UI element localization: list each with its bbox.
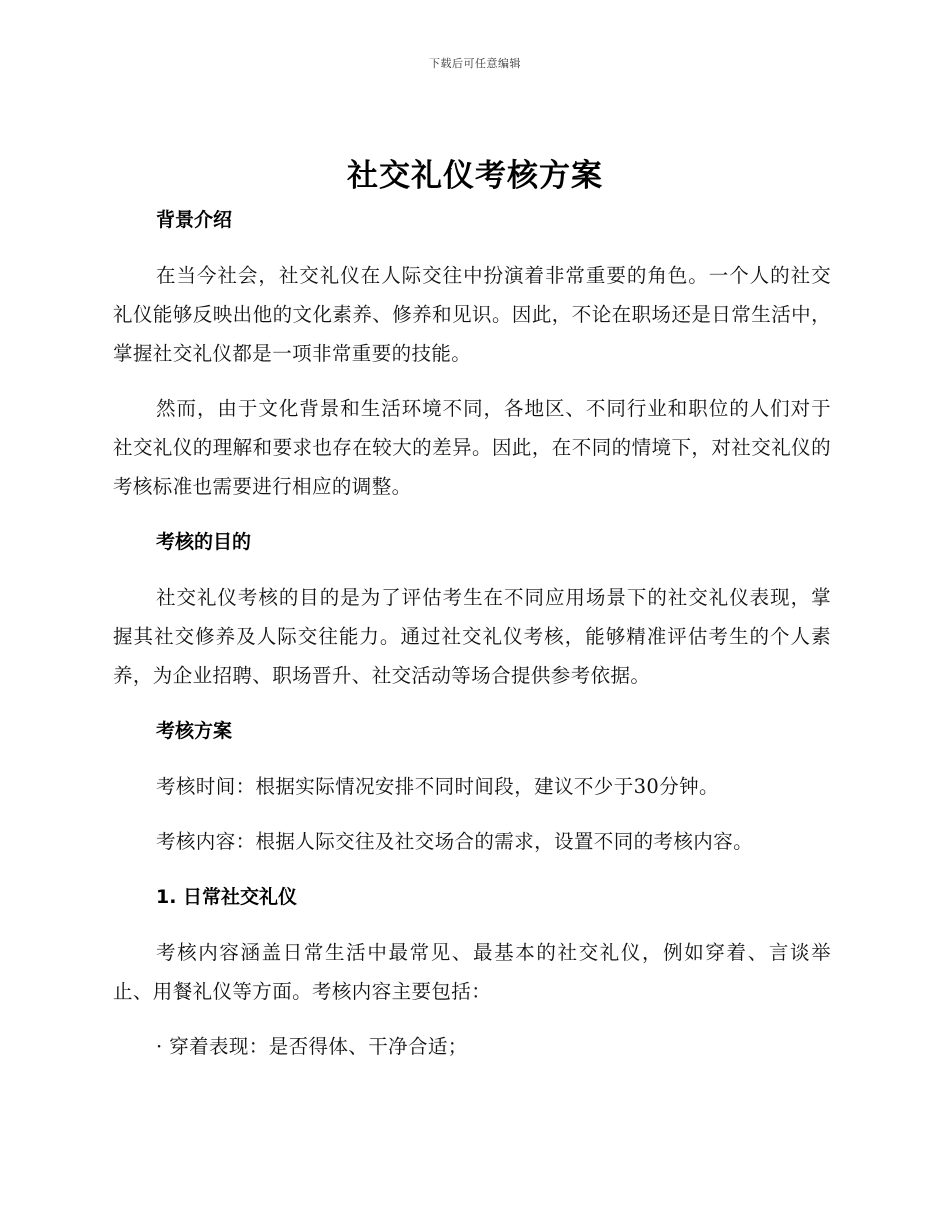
document-title: 社交礼仪考核方案 bbox=[347, 158, 603, 194]
plan-time-line: 考核时间：根据实际情况安排不同时间段，建议不少于30分钟。 bbox=[156, 775, 719, 798]
section-heading-plan: 考核方案 bbox=[156, 720, 233, 742]
plan-content-line: 考核内容：根据人际交往及社交场合的需求，设置不同的考核内容。 bbox=[156, 830, 754, 853]
daily-etiquette-paragraph: 考核内容涵盖日常生活中最常见、最基本的社交礼仪，例如穿着、言谈举止、用餐礼仪等方面。考核内容主要包括： bbox=[113, 941, 831, 1003]
bullet-item: · 穿着表现：是否得体、干净合适； bbox=[156, 1035, 468, 1058]
sub-heading-daily-etiquette: 1. 日常社交礼仪 bbox=[156, 886, 298, 908]
background-paragraph-1: 在当今社会，社交礼仪在人际交往中扮演着非常重要的角色。一个人的社交礼仪能够反映出他的文化素养、修养和见识。因此，不论在职场还是日常生活中，掌握社交礼仪都是一项非常重要的技能。 bbox=[113, 264, 831, 365]
document-body bbox=[113, 200, 831, 1066]
purpose-paragraph-1: 社交礼仪考核的目的是为了评估考生在不同应用场景下的社交礼仪表现，掌握其社交修养及人际交往能力。通过社交礼仪考核，能够精准评估考生的个人素养，为企业招聘、职场晋升、社交活动等场合提供参考依据。 bbox=[113, 586, 831, 687]
section-heading-background: 背景介绍 bbox=[156, 209, 233, 231]
background-paragraph-2: 然而，由于文化背景和生活环境不同，各地区、不同行业和职位的人们对于社交礼仪的理解和要求也存在较大的差异。因此，在不同的情境下，对社交礼仪的考核标准也需要进行相应的调整。 bbox=[113, 397, 831, 498]
section-heading-purpose: 考核的目的 bbox=[156, 531, 252, 553]
header-note: 下载后可任意编辑 bbox=[429, 57, 521, 70]
